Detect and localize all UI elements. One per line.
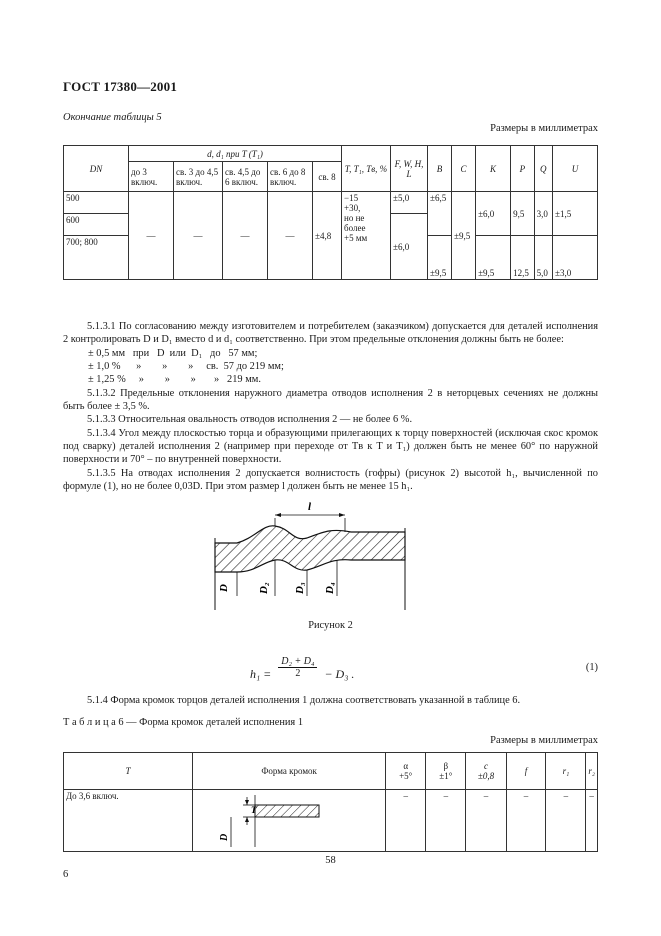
formula-rhs: − D₃ .: [324, 667, 355, 682]
t6-header-f: f: [506, 753, 546, 790]
formula-number: (1): [585, 662, 598, 673]
edge-form-drawing: [213, 791, 333, 847]
cell-b-1: ±6,5: [428, 192, 452, 236]
header-dn: DN: [64, 146, 129, 192]
cell-f-1: ±5,0: [391, 192, 428, 214]
header-d-sub-4: св. 6 до 8 включ.: [268, 162, 313, 192]
formula-fraction: [278, 656, 317, 679]
t6-row1-beta: –: [426, 790, 466, 852]
formula-lhs: h₁ =: [250, 667, 272, 682]
paragraph-5-1-3-2: 5.1.3.2 Предельные отклонения наружного диаметра отводов исполнения 2 в неторцевых сечениях не должны быть более ± 3,5 %.: [63, 388, 598, 413]
table-6-title: Т а б л и ц а 6 — Форма кромок деталей исполнения 1: [63, 717, 304, 728]
header-k: K: [476, 146, 511, 192]
table-6: [63, 752, 598, 852]
paragraph-5-1-3-1: 5.1.3.1 По согласованию между изготовителем и потребителем (заказчиком) допускается для деталей исполнения 2 контролировать D и D₁ вместо d и d₁ соответственно. При этом предельные отклонения должны быть не более:: [63, 321, 598, 346]
paragraph-5-1-3-5: 5.1.3.5 На отводах исполнения 2 допускается волнистость (гофры) (рисунок 2) высотой h₁, вычисленной по формуле (1), но не более 0,03D. При этом размер l должен быть не менее 15 h₁.: [63, 468, 598, 493]
fig-label-d: D: [218, 584, 230, 592]
header-c: C: [452, 146, 476, 192]
t6-row1-t: До 3,6 включ.: [64, 790, 193, 852]
t6-header-form: Форма кромок: [193, 753, 386, 790]
cell-b-2: ±9,5: [428, 236, 452, 280]
fig-label-d4: D₄: [324, 582, 336, 594]
cell-d-1: —: [129, 192, 174, 280]
tolerance-line-3: ± 1,25 % » » » » 219 мм.: [88, 374, 261, 385]
header-u: U: [553, 146, 598, 192]
table-continuation-note: Окончание таблицы 5: [63, 112, 162, 123]
t6-row1-alpha: –: [386, 790, 426, 852]
tolerance-line-2: ± 1,0 % » » » св. 57 до 219 мм;: [88, 361, 284, 372]
t6-header-c: c ±0,8: [466, 753, 506, 790]
cell-k-2: ±9,5: [476, 236, 511, 280]
page-number-left: 6: [63, 869, 69, 880]
fig-label-d3: D₃: [294, 582, 306, 594]
t6-header-beta: β ±1°: [426, 753, 466, 790]
header-d-sub-3: св. 4,5 до 6 включ.: [223, 162, 268, 192]
t6-row1-r1: –: [546, 790, 586, 852]
cell-d-3: —: [223, 192, 268, 280]
cell-dn-500: 500: [64, 192, 129, 214]
units-note: Размеры в миллиметрах: [490, 123, 598, 134]
t6-row1-c: –: [466, 790, 506, 852]
cell-dn-700: 700; 800: [64, 236, 129, 280]
t6-row1-r2: –: [586, 790, 598, 852]
figure-2-caption: Рисунок 2: [308, 620, 353, 631]
cell-u-1: ±1,5: [553, 192, 598, 236]
cell-u-2: ±3,0: [553, 236, 598, 280]
cell-dn-600: 600: [64, 214, 129, 236]
header-b: B: [428, 146, 452, 192]
units-note-2: Размеры в миллиметрах: [490, 735, 598, 746]
cell-k-1: ±6,0: [476, 192, 511, 236]
header-d-sub-1: до 3 включ.: [129, 162, 174, 192]
cell-d-2: —: [174, 192, 223, 280]
fig-label-l: l: [308, 501, 312, 513]
t6-header-alpha: α +5°: [386, 753, 426, 790]
cell-d-5: ±4,8: [313, 192, 342, 280]
header-q: Q: [534, 146, 552, 192]
formula-1: [250, 656, 355, 682]
tolerance-line-1: ± 0,5 мм при D или D₁ до 57 мм;: [88, 348, 258, 359]
paragraph-5-1-4: 5.1.4 Форма кромок торцов деталей исполнения 1 должна соответствовать указанной в таблице 6.: [87, 695, 521, 706]
header-p: P: [511, 146, 535, 192]
paragraph-5-1-3-4: 5.1.3.4 Угол между плоскостью торца и образующими прилегающих к торцу поверхностей (исключая скос кромок под сварку) деталей исполнения 2 (например при переходе от Tв к T и T₁) должен быть не менее 60° по наружной поверхности и 70° – по внутренней поверхности.: [63, 428, 598, 466]
cell-q-1: 3,0: [534, 192, 552, 236]
cell-f-2: ±6,0: [391, 214, 428, 280]
formula-denominator: 2: [295, 668, 301, 679]
paragraph-5-1-3-3: 5.1.3.3 Относительная овальность отводов исполнения 2 — не более 6 %.: [87, 414, 413, 425]
cell-d-4: —: [268, 192, 313, 280]
edge-label-d: D: [219, 833, 231, 841]
page-number-center: 58: [325, 855, 336, 866]
t6-row1-form: [193, 790, 386, 852]
header-d-sub-2: св. 3 до 4,5 включ.: [174, 162, 223, 192]
header-d: d, d₁ при T (T₁): [129, 146, 342, 162]
t6-row1-f: –: [506, 790, 546, 852]
formula-numerator: D₂ + D₄: [278, 656, 317, 668]
t6-header-r2: r₂: [586, 753, 598, 790]
edge-label-t: T: [251, 805, 257, 815]
header-d-sub-5: св. 8: [313, 162, 342, 192]
figure-2-drawing: [205, 498, 415, 614]
cell-p-1: 9,5: [511, 192, 535, 236]
table-5: [63, 145, 598, 280]
standard-title: ГОСТ 17380—2001: [63, 79, 178, 94]
header-f: F, W, H, L: [391, 146, 428, 192]
header-t: T, T₁, Tв, %: [342, 146, 391, 192]
fig-label-d2: D₂: [258, 582, 270, 594]
cell-p-2: 12,5: [511, 236, 535, 280]
cell-c: ±9,5: [452, 192, 476, 280]
t6-header-t: T: [64, 753, 193, 790]
t6-header-r1: r₁: [546, 753, 586, 790]
cell-t: −15 +30, но не более +5 мм: [342, 192, 391, 280]
cell-q-2: 5,0: [534, 236, 552, 280]
